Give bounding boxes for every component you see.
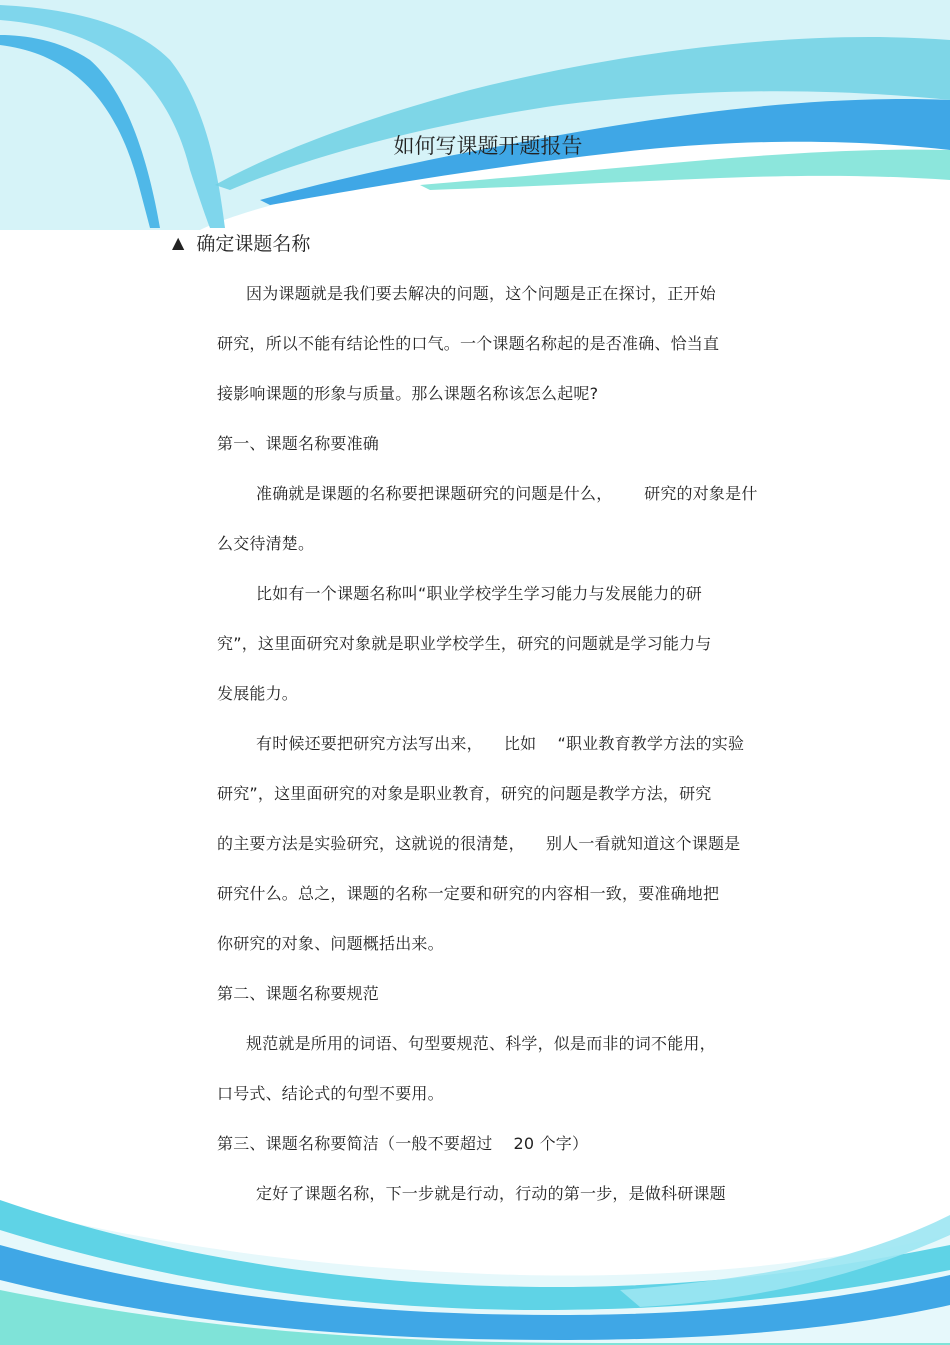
body-line: 接影响课题的形象与质量。那么课题名称该怎么起呢? <box>217 384 599 403</box>
body-line: 因为课题就是我们要去解决的问题，这个问题是正在探讨，正开始 <box>246 284 716 303</box>
section-heading <box>172 229 310 256</box>
body-line: 你研究的对象、问题概括出来。 <box>217 934 444 953</box>
subheading-line: 第一、课题名称要准确 <box>217 434 380 453</box>
body-line: 究”，这里面研究对象就是职业学校学生，研究的问题就是学习能力与 <box>217 634 712 653</box>
body-line: 么交待清楚。 <box>217 534 315 553</box>
body-line: 有时候还要把研究方法写出来， 比如 “职业教育教学方法的实验 <box>256 734 745 753</box>
body-line: 定好了课题名称，下一步就是行动，行动的第一步，是做科研课题 <box>256 1184 726 1203</box>
section-heading-text: 确定课题名称 <box>196 233 311 255</box>
document-title: 如何写课题开题报告 <box>393 134 583 158</box>
body-line: 比如有一个课题名称叫“职业学校学生学习能力与发展能力的研 <box>256 584 702 603</box>
body-line: 发展能力。 <box>217 684 299 703</box>
triangle-bullet-icon: ▲ <box>172 233 185 252</box>
body-line: 的主要方法是实验研究，这就说的很清楚， 别人一看就知道这个课题是 <box>217 834 741 853</box>
body-line: 研究什么。总之，课题的名称一定要和研究的内容相一致，要准确地把 <box>217 884 720 903</box>
body-line: 规范就是所用的词语、句型要规范、科学，似是而非的词不能用， <box>246 1034 716 1053</box>
body-line: 研究”，这里面研究的对象是职业教育，研究的问题是教学方法，研究 <box>217 784 712 803</box>
body-line: 准确就是课题的名称要把课题研究的问题是什么， 研究的对象是什 <box>256 484 758 503</box>
subheading-line: 第三、课题名称要简洁（一般不要超过 20 个字） <box>217 1134 589 1153</box>
subheading-line: 第二、课题名称要规范 <box>217 984 380 1003</box>
body-line: 研究，所以不能有结论性的口气。一个课题名称起的是否准确、恰当直 <box>217 334 720 353</box>
body-line: 口号式、结论式的句型不要用。 <box>217 1084 444 1103</box>
